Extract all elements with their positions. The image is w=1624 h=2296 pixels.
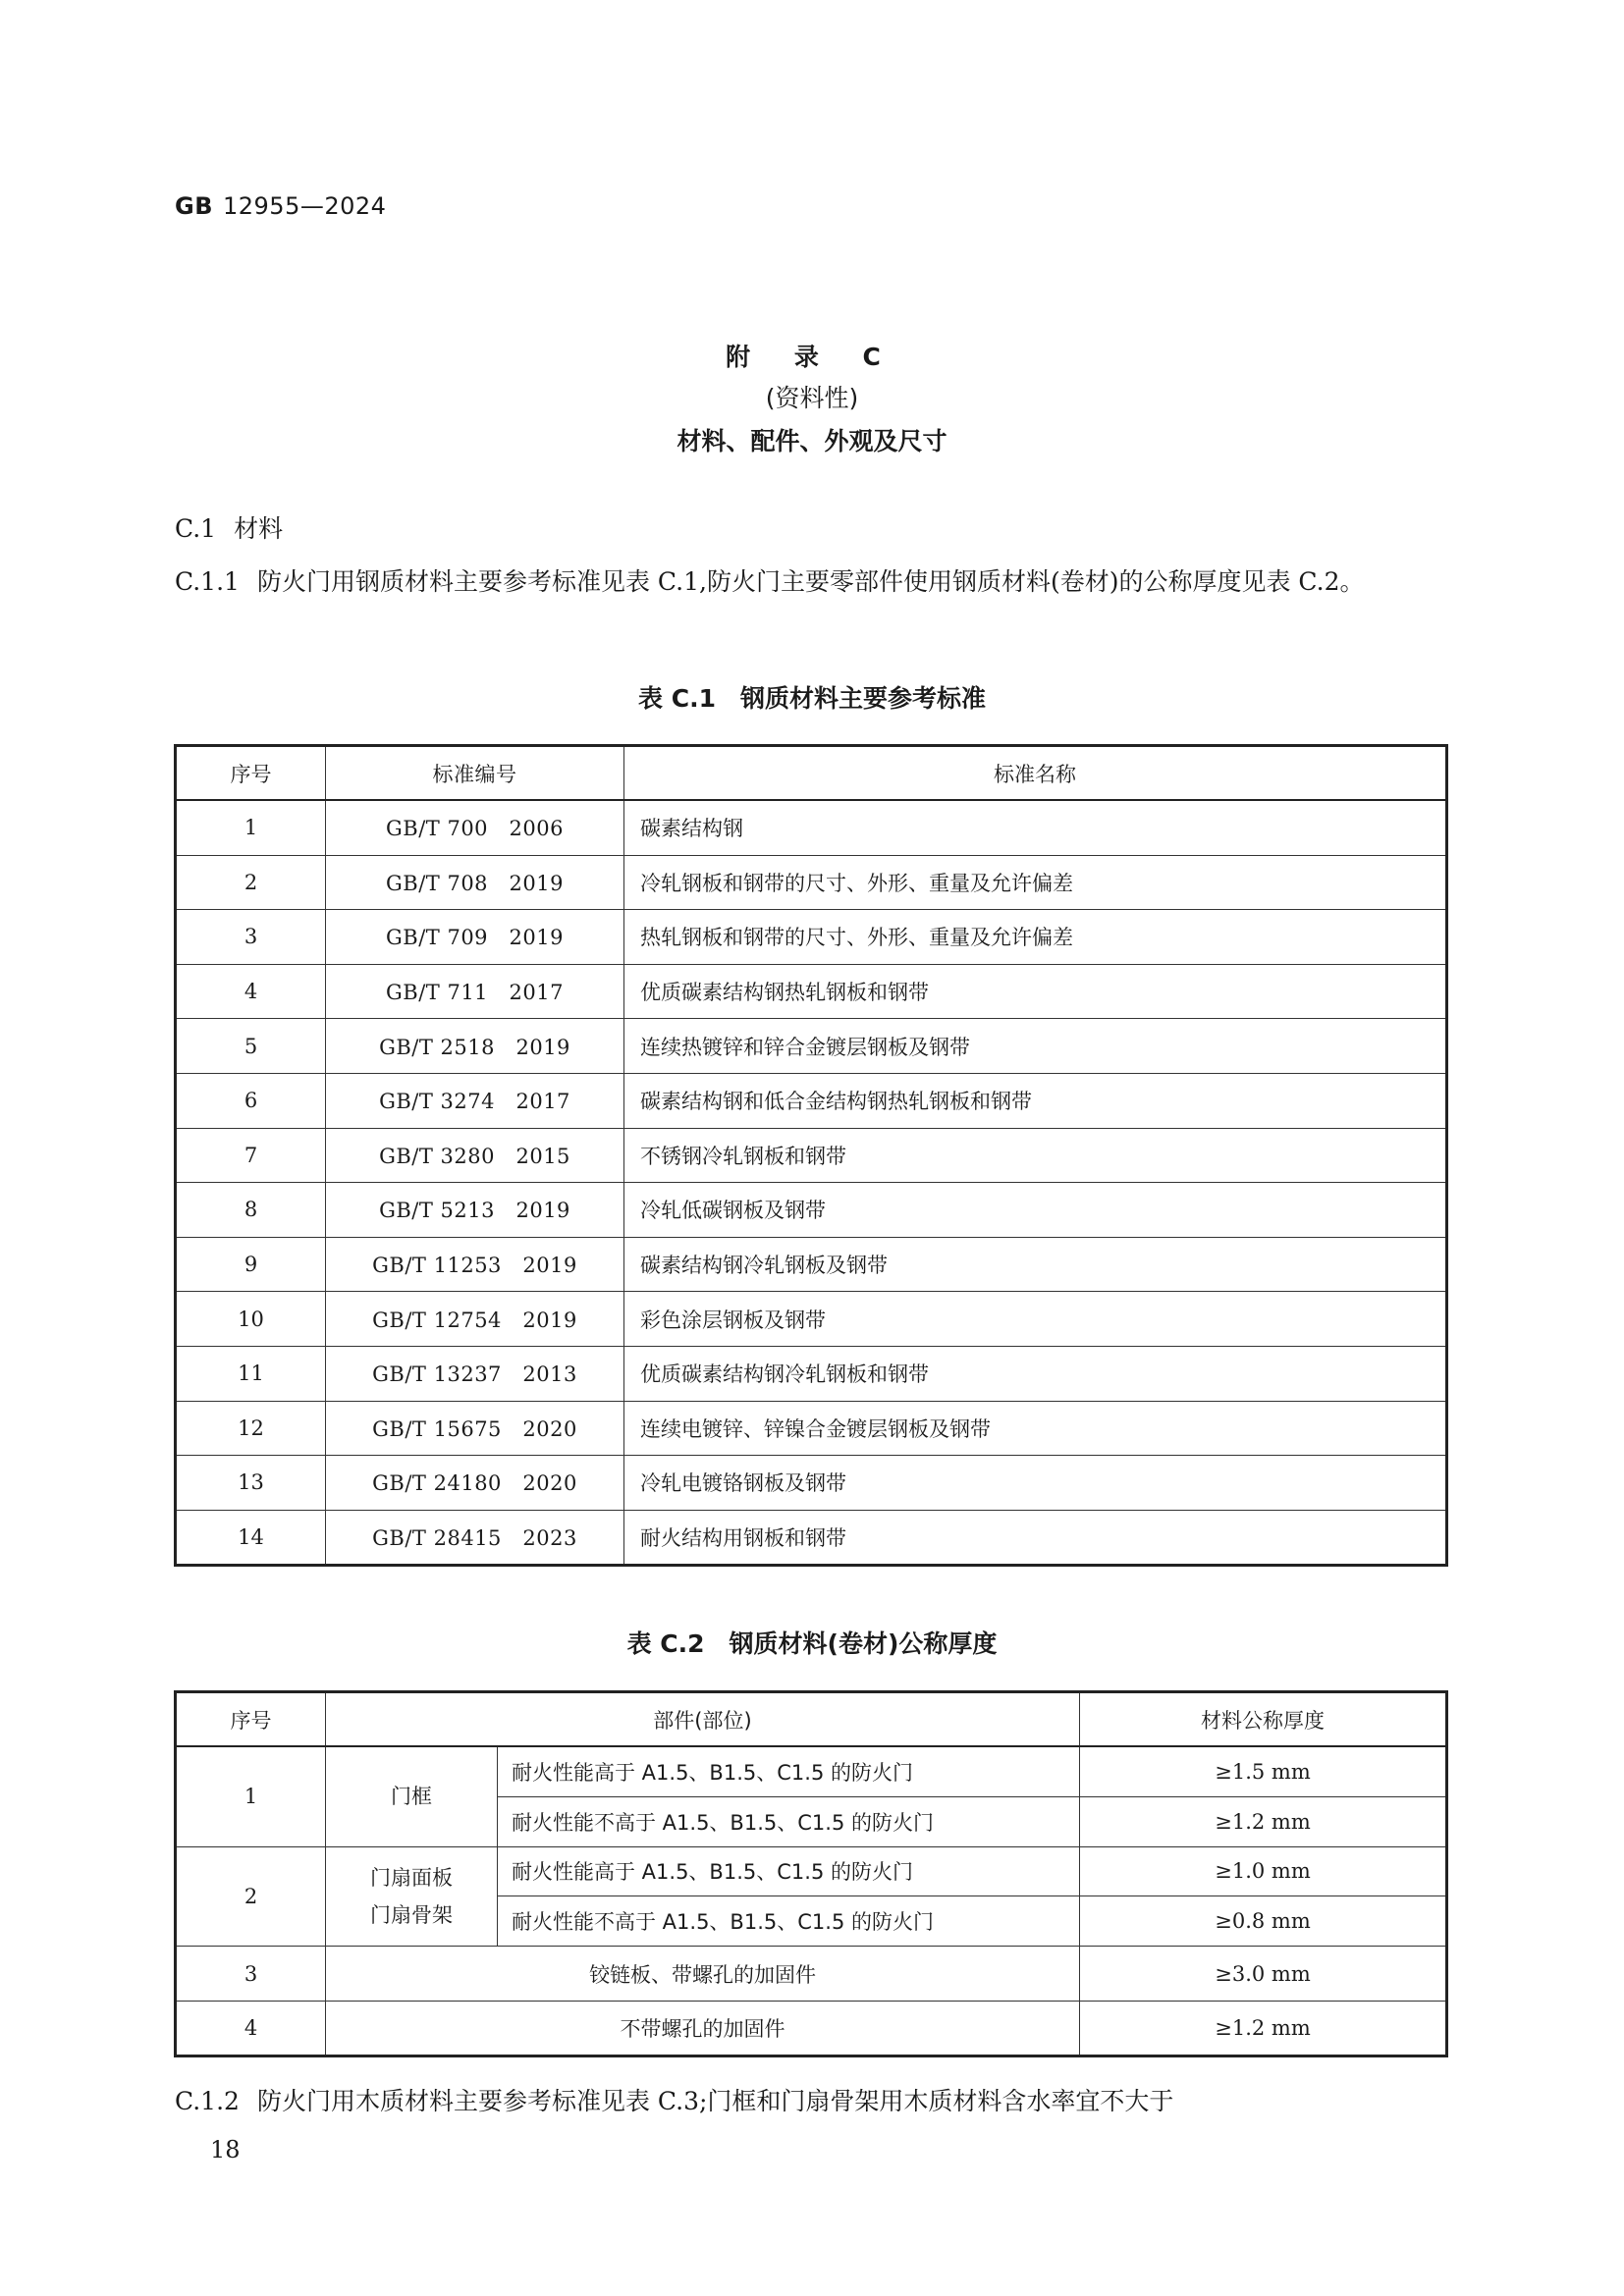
- standard-name: 不锈钢冷轧钢板和钢带: [624, 1128, 1447, 1183]
- table-row: [176, 1128, 1447, 1183]
- row-number: 3: [176, 1947, 326, 2002]
- part-name: 不带螺孔的加固件: [326, 2002, 1080, 2056]
- thickness-value: ≥1.2 mm: [1080, 1796, 1447, 1846]
- standard-code: GB/T 700 2006: [326, 800, 624, 855]
- table-row: [176, 1401, 1447, 1456]
- table-row: [176, 800, 1447, 855]
- thickness-value: ≥1.0 mm: [1080, 1846, 1447, 1896]
- part-condition: 耐火性能不高于 A1.5、B1.5、C1.5 的防火门: [498, 1796, 1080, 1846]
- table-row: [176, 855, 1447, 910]
- table-row: [176, 1510, 1447, 1566]
- standard-name: 冷轧钢板和钢带的尺寸、外形、重量及允许偏差: [624, 855, 1447, 910]
- row-number: 2: [176, 855, 326, 910]
- standard-name: 耐火结构用钢板和钢带: [624, 1510, 1447, 1566]
- standard-name: 碳素结构钢和低合金结构钢热轧钢板和钢带: [624, 1073, 1447, 1128]
- row-number: 4: [176, 964, 326, 1019]
- table-row: [176, 1237, 1447, 1292]
- paragraph-c-1-2: [175, 2081, 1449, 2122]
- appendix-name: 材料、配件、外观及尺寸: [677, 427, 947, 455]
- paragraph-id: C.1.1: [175, 567, 240, 596]
- part-condition: 耐火性能高于 A1.5、B1.5、C1.5 的防火门: [498, 1746, 1080, 1796]
- table-row: [176, 1846, 1447, 1896]
- standard-code: GB/T 3280 2015: [326, 1128, 624, 1183]
- standard-code: GB/T 11253 2019: [326, 1237, 624, 1292]
- header-prefix: GB: [175, 192, 213, 220]
- standard-code: GB/T 2518 2019: [326, 1019, 624, 1074]
- paragraph-c-1-1: [175, 561, 1449, 603]
- part-name-line: 门扇骨架: [370, 1902, 453, 1927]
- row-number: 1: [176, 1746, 326, 1846]
- thickness-value: ≥1.2 mm: [1080, 2002, 1447, 2056]
- standard-code: GB/T 708 2019: [326, 855, 624, 910]
- column-header: 材料公称厚度: [1080, 1692, 1447, 1747]
- table-c2: [174, 1690, 1448, 2057]
- row-number: 4: [176, 2002, 326, 2056]
- part-name: [326, 1846, 498, 1947]
- row-number: 2: [176, 1846, 326, 1947]
- standard-name: 碳素结构钢冷轧钢板及钢带: [624, 1237, 1447, 1292]
- table-row: [176, 1947, 1447, 2002]
- part-name-line: 门扇面板: [370, 1865, 453, 1890]
- standard-name: 彩色涂层钢板及钢带: [624, 1292, 1447, 1347]
- row-number: 14: [176, 1510, 326, 1566]
- section-title: 材料: [234, 514, 284, 543]
- table-row: [176, 2002, 1447, 2056]
- row-number: 13: [176, 1456, 326, 1511]
- column-header: 标准编号: [326, 746, 624, 801]
- table-row: [176, 910, 1447, 965]
- appendix-type: (资料性): [765, 384, 859, 412]
- standard-name: 优质碳素结构钢冷轧钢板和钢带: [624, 1346, 1447, 1401]
- column-header: 序号: [176, 746, 326, 801]
- paragraph-text: 防火门用木质材料主要参考标准见表 C.3;门框和门扇骨架用木质材料含水率宜不大于: [256, 2087, 1174, 2115]
- row-number: 1: [176, 800, 326, 855]
- section-heading: [175, 509, 283, 545]
- table-row: [176, 1019, 1447, 1074]
- thickness-value: ≥0.8 mm: [1080, 1896, 1447, 1947]
- standard-name: 冷轧电镀铬钢板及钢带: [624, 1456, 1447, 1511]
- header-number: 12955—2024: [223, 192, 387, 220]
- page-number: 18: [210, 2136, 241, 2163]
- standard-code: GB/T 28415 2023: [326, 1510, 624, 1566]
- standard-name: 热轧钢板和钢带的尺寸、外形、重量及允许偏差: [624, 910, 1447, 965]
- standard-name: 连续热镀锌和锌合金镀层钢板及钢带: [624, 1019, 1447, 1074]
- table-header-row: [176, 1692, 1447, 1747]
- row-number: 8: [176, 1183, 326, 1238]
- row-number: 3: [176, 910, 326, 965]
- standard-code: GB/T 709 2019: [326, 910, 624, 965]
- part-condition: 耐火性能不高于 A1.5、B1.5、C1.5 的防火门: [498, 1896, 1080, 1947]
- table-row: [176, 1346, 1447, 1401]
- document-header: [175, 192, 386, 220]
- row-number: 6: [176, 1073, 326, 1128]
- standard-code: GB/T 3274 2017: [326, 1073, 624, 1128]
- column-header: 部件(部位): [326, 1692, 1080, 1747]
- part-name: 铰链板、带螺孔的加固件: [326, 1947, 1080, 2002]
- table-row: [176, 1073, 1447, 1128]
- standard-code: GB/T 13237 2013: [326, 1346, 624, 1401]
- row-number: 5: [176, 1019, 326, 1074]
- row-number: 11: [176, 1346, 326, 1401]
- standard-name: 连续电镀锌、锌镍合金镀层钢板及钢带: [624, 1401, 1447, 1456]
- standard-name: 冷轧低碳钢板及钢带: [624, 1183, 1447, 1238]
- paragraph-text: 防火门用钢质材料主要参考标准见表 C.1,防火门主要零部件使用钢质材料(卷材)的公称厚度见表 C.2。: [256, 567, 1365, 596]
- table-header-row: [176, 746, 1447, 801]
- standard-code: GB/T 15675 2020: [326, 1401, 624, 1456]
- table-row: [176, 1456, 1447, 1511]
- row-number: 12: [176, 1401, 326, 1456]
- table-row: [176, 964, 1447, 1019]
- table-c2-caption: 表 C.2 钢质材料(卷材)公称厚度: [626, 1629, 998, 1658]
- appendix-title: 附 录 C: [726, 343, 898, 371]
- row-number: 10: [176, 1292, 326, 1347]
- table-row: [176, 1292, 1447, 1347]
- standard-code: GB/T 24180 2020: [326, 1456, 624, 1511]
- table-row: [176, 1746, 1447, 1796]
- table-row: [176, 1183, 1447, 1238]
- row-number: 9: [176, 1237, 326, 1292]
- paragraph-id: C.1.2: [175, 2087, 240, 2115]
- standard-code: GB/T 711 2017: [326, 964, 624, 1019]
- standard-name: 优质碳素结构钢热轧钢板和钢带: [624, 964, 1447, 1019]
- standard-code: GB/T 12754 2019: [326, 1292, 624, 1347]
- section-id: C.1: [175, 514, 217, 543]
- thickness-value: ≥1.5 mm: [1080, 1746, 1447, 1796]
- standard-code: GB/T 5213 2019: [326, 1183, 624, 1238]
- part-condition: 耐火性能高于 A1.5、B1.5、C1.5 的防火门: [498, 1846, 1080, 1896]
- row-number: 7: [176, 1128, 326, 1183]
- part-name: 门框: [326, 1746, 498, 1846]
- standard-name: 碳素结构钢: [624, 800, 1447, 855]
- column-header: 标准名称: [624, 746, 1447, 801]
- table-c1-caption: 表 C.1 钢质材料主要参考标准: [638, 684, 986, 713]
- thickness-value: ≥3.0 mm: [1080, 1947, 1447, 2002]
- table-c1: [174, 744, 1448, 1567]
- column-header: 序号: [176, 1692, 326, 1747]
